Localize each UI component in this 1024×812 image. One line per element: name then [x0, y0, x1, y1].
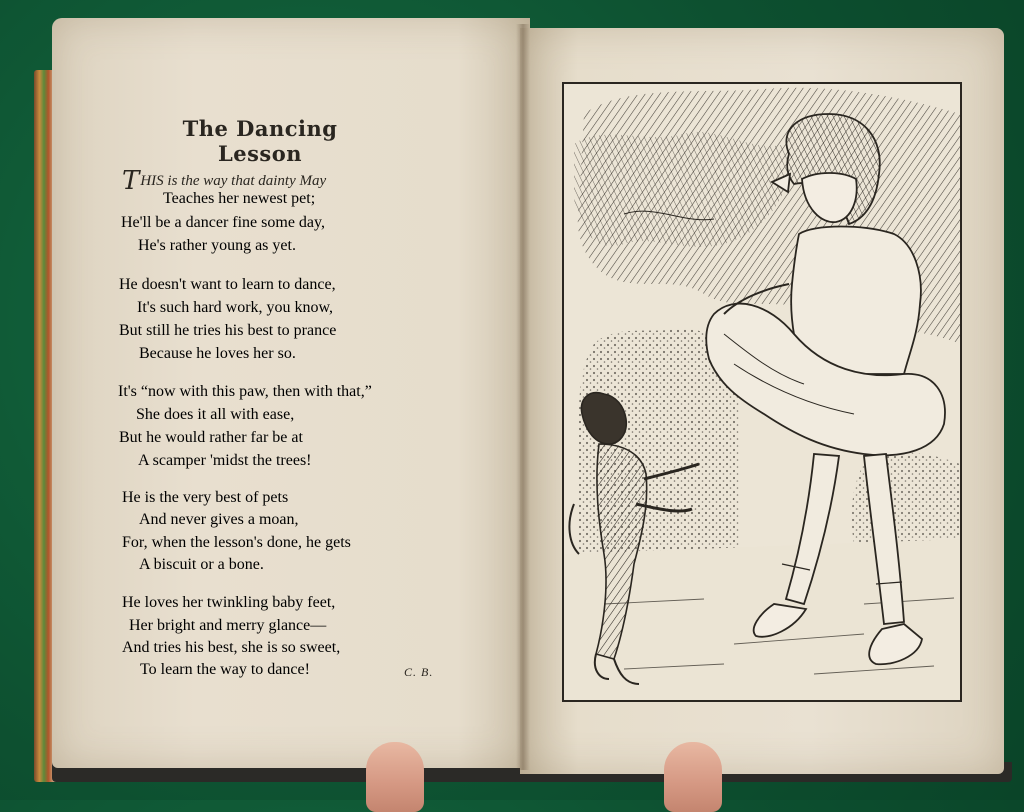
poem-line: And never gives a moan, [139, 511, 299, 528]
poem-line: It's such hard work, you know, [137, 299, 334, 316]
poem-line: He is the very best of pets [122, 489, 289, 506]
poem-line: A scamper 'midst the trees! [138, 452, 312, 469]
poem-line: He loves her twinkling baby feet, [122, 594, 336, 611]
poem-line: She does it all with ease, [136, 406, 295, 423]
poem-line: A biscuit or a bone. [139, 556, 264, 573]
drop-cap: T [122, 166, 140, 196]
poem-line: It's “now with this paw, then with that,” [118, 383, 372, 400]
poem-line: But still he tries his best to prance [119, 322, 337, 339]
book-gutter [516, 24, 530, 770]
poem-line: Teaches her newest pet; [163, 190, 316, 207]
left-thumb [366, 742, 424, 812]
illustration-panel [562, 82, 962, 702]
poem-line: Because he loves her so. [139, 345, 296, 362]
poem-line: But he would rather far be at [119, 429, 303, 446]
poem-line: He'll be a dancer fine some day, [121, 214, 325, 231]
poem-line: To learn the way to dance! [140, 661, 310, 678]
girl-and-dog-illustration [564, 84, 960, 700]
poem-line-text: HIS is the way that dainty May [140, 173, 327, 189]
right-thumb [664, 742, 722, 812]
author-initials: C. B. [404, 665, 434, 679]
poem-line: For, when the lesson's done, he gets [122, 534, 351, 551]
poem-line: He doesn't want to learn to dance, [119, 276, 336, 293]
poem-line: Her bright and merry glance— [129, 617, 327, 634]
poem-line: And tries his best, she is so sweet, [122, 639, 341, 656]
poem-title: The Dancing Lesson [182, 116, 338, 166]
poem-line: He's rather young as yet. [138, 237, 296, 254]
